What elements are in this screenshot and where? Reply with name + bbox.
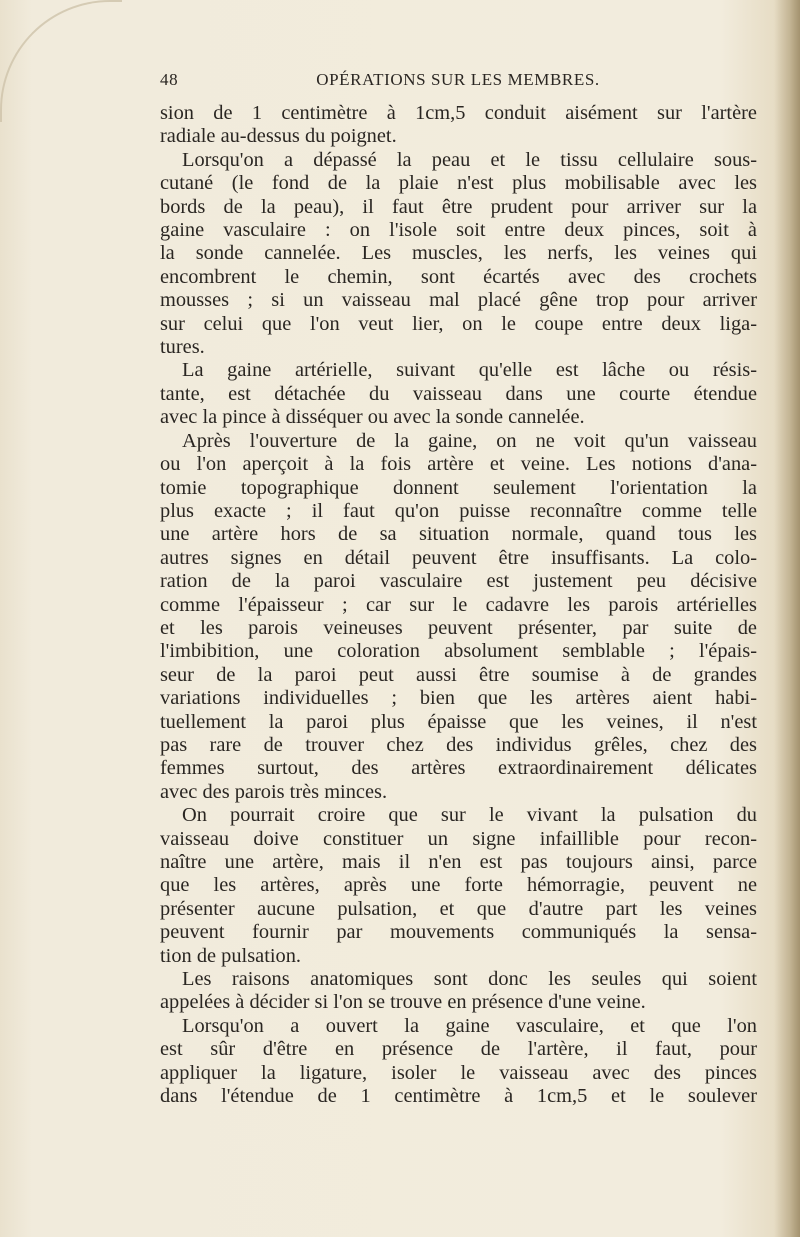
text-line: femmes surtout, des artères extraordinairement délicates [160,757,757,780]
paragraph [160,804,757,968]
text-line: Les raisons anatomiques sont donc les seules qui soient [182,968,757,991]
paragraph [160,968,757,1015]
page-curl-decoration [0,0,122,122]
paragraph [160,102,757,149]
text-line: bords de la peau), il faut être prudent pour arriver sur la [160,195,757,218]
text-line: On pourrait croire que sur le vivant la pulsation du [182,804,757,827]
paragraph [160,359,757,429]
text-line: mousses ; si un vaisseau mal placé gêne trop pour arriver [160,289,757,312]
text-line: sion de 1 centimètre à 1cm,5 conduit aisément sur l'artère [160,102,757,124]
text-line: pas rare de trouver chez des individus grêles, chez des [160,733,757,756]
text-line: tuellement la paroi plus épaisse que les veines, il n'est [160,710,757,733]
text-line: gaine vasculaire : on l'isole soit entre deux pinces, soit à [160,219,757,242]
text-line: tion de pulsation. [160,944,302,967]
text-line: présenter aucune pulsation, et que d'autre part les veines [160,897,757,920]
text-line: appelées à décider si l'on se trouve en présence d'une veine. [160,991,646,1014]
text-line: est sûr d'être en présence de l'artère, il faut, pour [160,1038,757,1061]
text-line: vaisseau doive constituer un signe infaillible pour recon- [160,827,757,850]
text-line: que les artères, après une forte hémorragie, peuvent ne [160,874,757,897]
paragraph [160,1015,757,1109]
text-line: sur celui que l'on veut lier, on le coupe entre deux liga- [160,312,757,335]
paragraph [160,149,757,360]
text-line: radiale au-dessus du poignet. [160,125,397,148]
text-line: Après l'ouverture de la gaine, on ne voit qu'un vaisseau [182,429,757,452]
text-line: cutané (le fond de la plaie n'est plus mobilisable avec les [160,172,757,195]
body-text [160,102,757,1108]
text-line: et les parois veineuses peuvent présenter, par suite de [160,616,757,639]
running-head: OPÉRATIONS SUR LES MEMBRES. [316,70,600,89]
text-line: autres signes en détail peuvent être insuffisants. La colo- [160,546,757,569]
text-line: l'imbibition, une coloration absolument semblable ; l'épais- [160,640,757,663]
text-line: tante, est détachée du vaisseau dans une courte étendue [160,382,757,405]
page-header [160,70,756,96]
text-line: seur de la paroi peut aussi être soumise à de grandes [160,663,757,686]
text-line: comme l'épaisseur ; car sur le cadavre les parois artérielles [160,593,757,616]
text-line: avec la pince à disséquer ou avec la sonde cannelée. [160,406,585,429]
text-line: une artère hors de sa situation normale, quand tous les [160,523,757,546]
page-number: 48 [160,70,179,89]
text-line: Lorsqu'on a dépassé la peau et le tissu cellulaire sous- [182,148,757,171]
text-line: plus exacte ; il faut qu'on puisse reconnaître comme telle [160,499,757,522]
text-line: dans l'étendue de 1 centimètre à 1cm,5 et le soulever [160,1085,757,1108]
text-line: tures. [160,336,205,359]
text-line: encombrent le chemin, sont écartés avec des crochets [160,265,757,288]
page-edge-shadow [774,0,800,1237]
text-line: ration de la paroi vasculaire est justement peu décisive [160,570,757,593]
text-line: variations individuelles ; bien que les artères aient habi- [160,687,757,710]
text-line: Lorsqu'on a ouvert la gaine vasculaire, et que l'on [182,1014,757,1037]
text-line: appliquer la ligature, isoler le vaisseau avec des pinces [160,1061,757,1084]
text-line: La gaine artérielle, suivant qu'elle est lâche ou résis- [182,359,757,382]
text-line: ou l'on aperçoit à la fois artère et veine. Les notions d'ana- [160,453,757,476]
paragraph [160,430,757,805]
text-line: naître une artère, mais il n'en est pas toujours ainsi, parce [160,851,757,873]
text-line: avec des parois très minces. [160,780,388,803]
text-line: tomie topographique donnent seulement l'orientation la [160,476,757,499]
text-line: peuvent fournir par mouvements communiqués la sensa- [160,921,757,944]
text-line: la sonde cannelée. Les muscles, les nerfs, les veines qui [160,242,757,265]
